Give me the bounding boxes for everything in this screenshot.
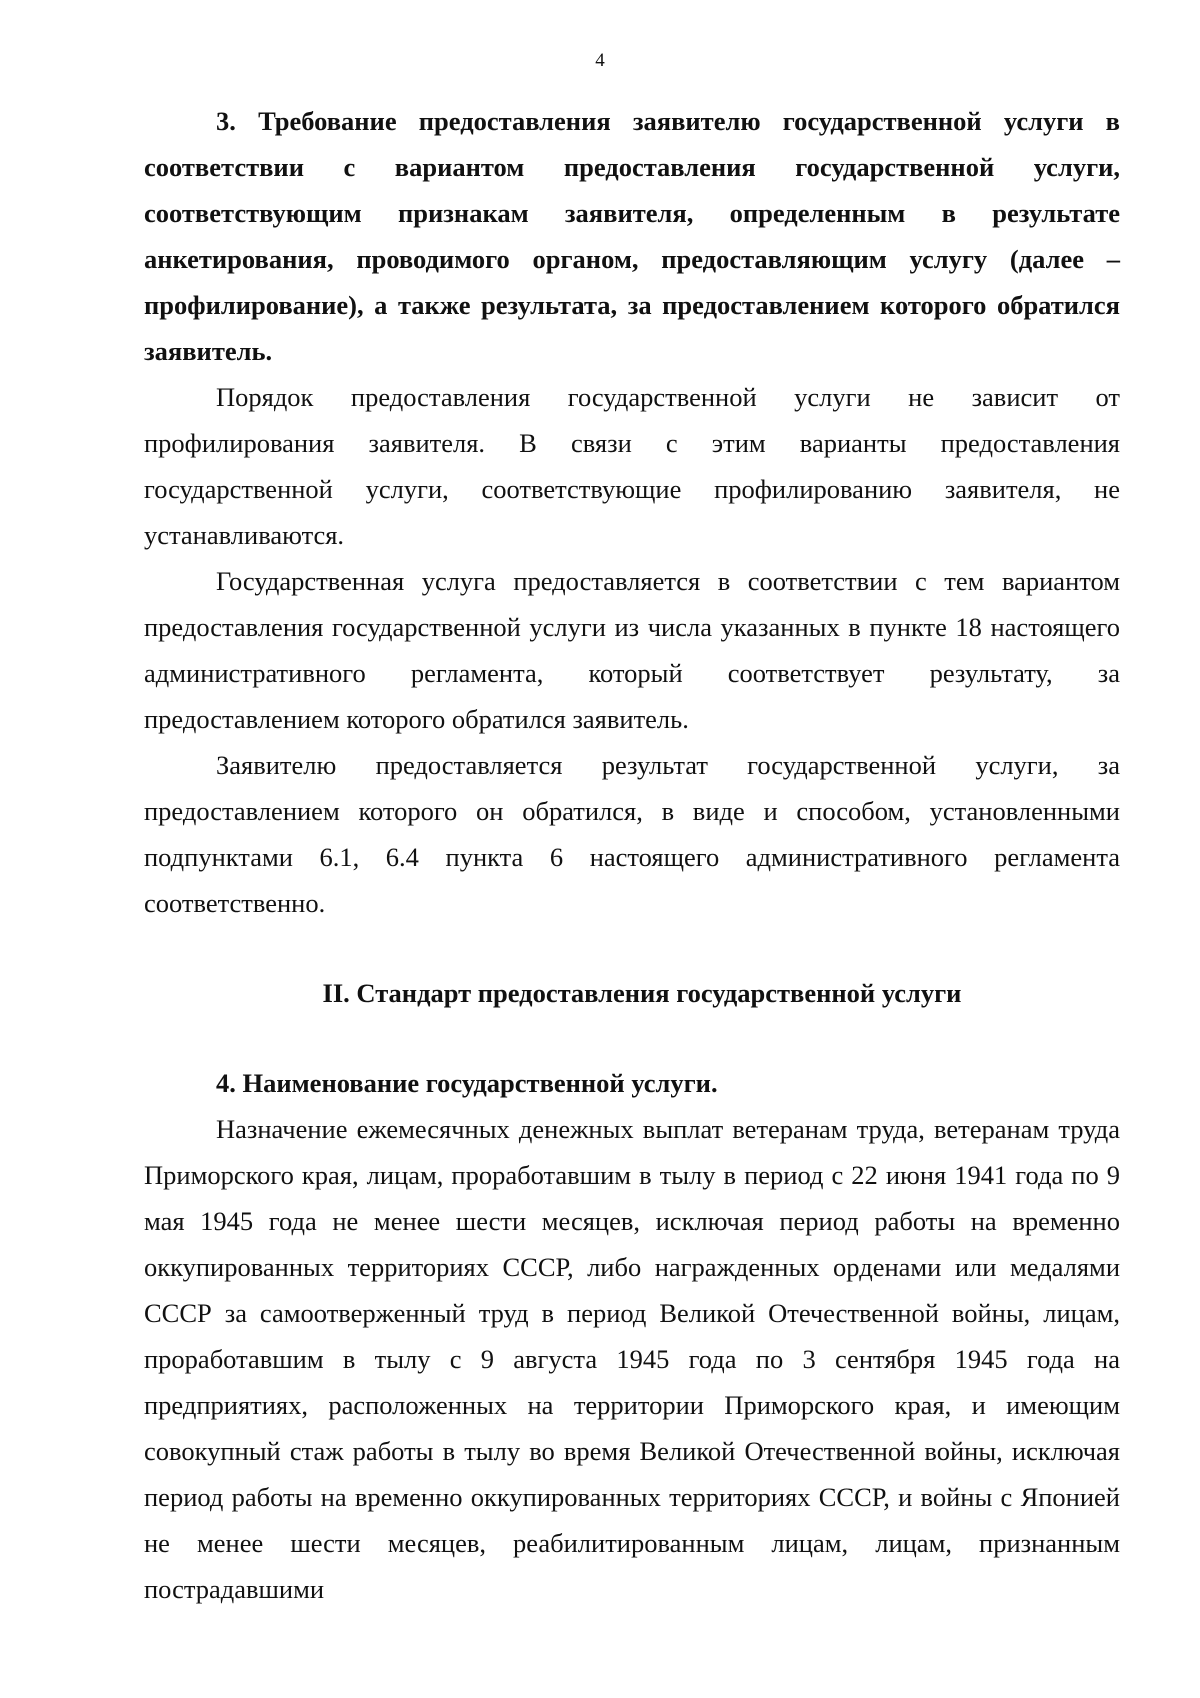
section-4-paragraph: Назначение ежемесячных денежных выплат ветеранам труда, ветеранам труда Приморского края, лицам, проработавшим в тылу в период с 22 июня 1941 года по 9 мая 1945 года не менее шести месяцев, исключая период работы на временно оккупированных территориях СССР, либо награжденных орденами или медалями СССР за самоотверженный труд в период Великой Отечественной войны, лицам, проработавшим в тылу с 9 августа 1945 года по 3 сентября 1945 года на предприятиях, расположенных на территории Приморского края, и имеющим совокупный стаж работы в тылу во время Великой Отечественной войны, исключая период работы на временно оккупированных территориях СССР, и войны с Японией не менее шести месяцев, реабилитированным лицам, лицам, признанным пострадавшими xyxy=(144,1114,1120,1604)
page-number: 4 xyxy=(595,50,605,71)
section-3-paragraph-3: Заявителю предоставляется результат государственной услуги, за предоставлением которого он обратился, в виде и способом, установленными подпунктами 6.1, 6.4 пункта 6 настоящего административного регламента соответственно. xyxy=(144,750,1120,918)
document-body xyxy=(144,98,1120,1612)
section-4-heading: 4. Наименование государственной услуги. xyxy=(216,1068,718,1098)
section-3-paragraph-1: Порядок предоставления государственной услуги не зависит от профилирования заявителя. В связи с этим варианты предоставления государственной услуги, соответствующие профилированию заявителя, не устанавливаются. xyxy=(144,382,1120,550)
chapter-2-title: II. Стандарт предоставления государственной услуги xyxy=(322,978,962,1008)
section-3-heading: 3. Требование предоставления заявителю государственной услуги в соответствии с вариантом предоставления государственной услуги, соответствующим признакам заявителя, определенным в результате анкетирования, проводимого органом, предоставляющим услугу (далее – профилирование), а также результата, за предоставлением которого обратился заявитель. xyxy=(144,106,1120,366)
section-3-paragraph-2: Государственная услуга предоставляется в соответствии с тем вариантом предоставления государственной услуги из числа указанных в пункте 18 настоящего административного регламента, который соответствует результату, за предоставлением которого обратился заявитель. xyxy=(144,566,1120,734)
